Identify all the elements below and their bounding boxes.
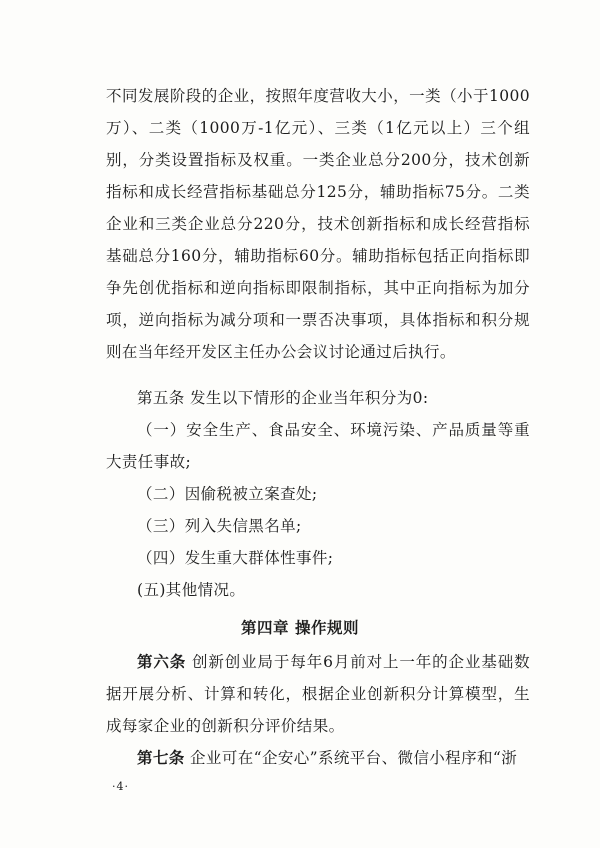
article-5-item-4: （四）发生重大群体性事件;	[137, 549, 334, 567]
article-5-intro: 第五条 发生以下情形的企业当年积分为0:	[137, 389, 429, 407]
article-7-text: 企业可在“企安心”系统平台、微信小程序和“浙	[184, 749, 518, 767]
page-number: ·4·	[112, 780, 129, 793]
article-5-item-3: （三）列入失信黑名单;	[137, 517, 302, 535]
article-5-item-5: (五)其他情况。	[137, 581, 246, 599]
article-7	[106, 742, 530, 774]
article-6-label: 第六条	[137, 652, 187, 671]
article-6	[106, 646, 530, 742]
article-5-item-1: （一）安全生产、食品安全、环境污染、产品质量等重大责任事故;	[106, 421, 530, 471]
chapter-4-heading: 第四章 操作规则	[241, 618, 359, 637]
article-5-item-2: （二）因偷税被立案查处;	[137, 485, 318, 503]
article-6-text: 创新创业局于每年6月前对上一年的企业基础数据开展分析、计算和转化，根据企业创新积分计算模型，生成每家企业的创新积分评价结果。	[106, 653, 531, 735]
paragraph-grouping-criteria: 不同发展阶段的企业，按照年度营收大小，一类（小于1000万）、二类（1000万-1亿元）、三类（1亿元以上）三个组别，分类设置指标及权重。一类企业总分200分，技术创新指标和成长经营指标基础总分125分，辅助指标75分。二类企业和三类企业总分220分，技术创新指标和成长经营指标基础总分160分，辅助指标60分。辅助指标包括正向指标即争先创优指标和逆向指标即限制指标，其中正向指标为加分项，逆向指标为减分项和一票否决事项，具体指标和积分规则在当年经开发区主任办公会议讨论通过后执行。	[106, 87, 530, 361]
article-7-label: 第七条	[137, 748, 185, 767]
